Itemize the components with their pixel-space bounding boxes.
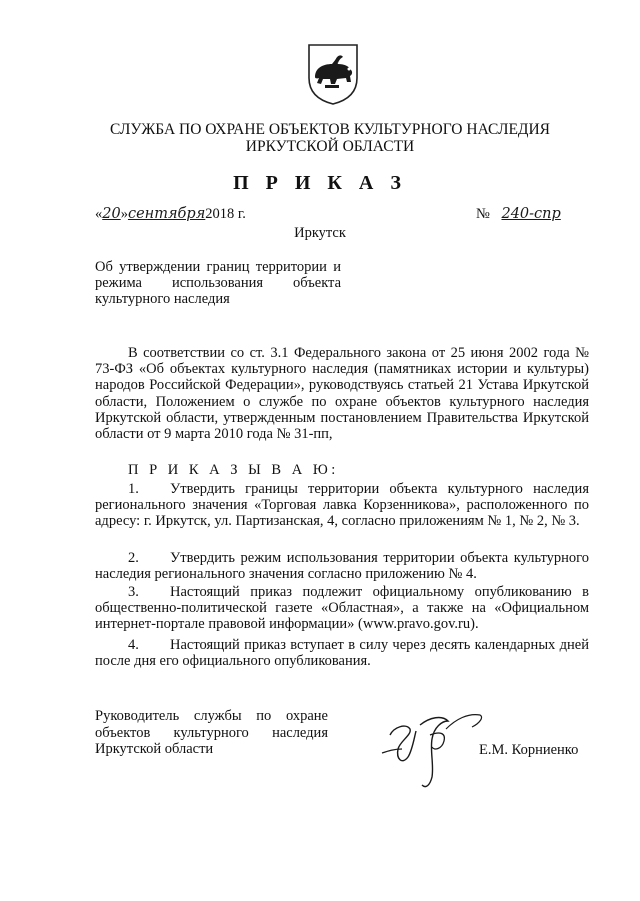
item-number: 4.: [128, 637, 139, 653]
order-item-1: [95, 481, 589, 530]
signer-name: Е.М. Корниенко: [479, 742, 579, 758]
item-text: Настоящий приказ подлежит официальному опубликованию в общественно-политической газете «Областная», а также на «Официальном интернет-портале правовой информации» (www.pravo.gov.ru).: [95, 584, 589, 633]
document-title: П Р И К А З: [233, 172, 407, 194]
order-item-4: [95, 637, 589, 669]
document-date: [95, 206, 246, 223]
agency-name-line1: СЛУЖБА ПО ОХРАНЕ ОБЪЕКТОВ КУЛЬТУРНОГО НАСЛЕДИЯ: [109, 121, 551, 138]
irkutsk-coat-of-arms-emblem: [305, 42, 361, 106]
order-heading: П Р И К А З Ы В А Ю:: [128, 462, 339, 478]
number-value: 240-спр: [501, 206, 561, 222]
number-label: №: [476, 206, 490, 222]
date-day: 20: [102, 206, 121, 222]
agency-name-line2: ИРКУТСКОЙ ОБЛАСТИ: [245, 138, 415, 155]
order-item-2: [95, 550, 589, 582]
item-text: Утвердить режим использования территории объекта культурного наследия регионального значения согласно приложению № 4.: [95, 550, 589, 583]
handwritten-signature: [372, 705, 492, 793]
date-open-quote: «: [95, 206, 103, 222]
preamble-paragraph: В соответствии со ст. 3.1 Федерального закона от 25 июня 2002 года № 73-ФЗ «Об объектах культурного наследия (памятниках истории и культуры) народов Российской Федерации», руководствуясь статьей 21 Устава Иркутской области, Положением о службе по охране объектов культурного наследия Иркутской области, утвержденным постановлением Правительства Иркутской области от 9 марта 2010 года № 31-пп,: [95, 345, 589, 443]
item-number: 2.: [128, 550, 139, 566]
order-item-3: [95, 584, 589, 633]
date-close-quote: »: [120, 206, 128, 222]
document-city: Иркутск: [294, 225, 346, 241]
item-text: Настоящий приказ вступает в силу через десять календарных дней после дня его официального опубликования.: [95, 637, 589, 670]
document-number: [476, 206, 561, 223]
date-month: сентября: [127, 206, 206, 222]
item-text: Утвердить границы территории объекта культурного наследия регионального значения «Торговая лавка Корзенникова», расположенного по адресу: г. Иркутск, ул. Партизанская, 4, согласно приложениям № 1, № 2, № 3.: [95, 481, 589, 530]
item-number: 1.: [128, 481, 139, 497]
signer-position: Руководитель службы по охране объектов культурного наследия Иркутской области: [95, 708, 328, 757]
item-number: 3.: [128, 584, 139, 600]
date-year: 2018 г.: [205, 206, 246, 222]
document-subject: Об утверждении границ территории и режима использования объекта культурного наследия: [95, 259, 341, 307]
